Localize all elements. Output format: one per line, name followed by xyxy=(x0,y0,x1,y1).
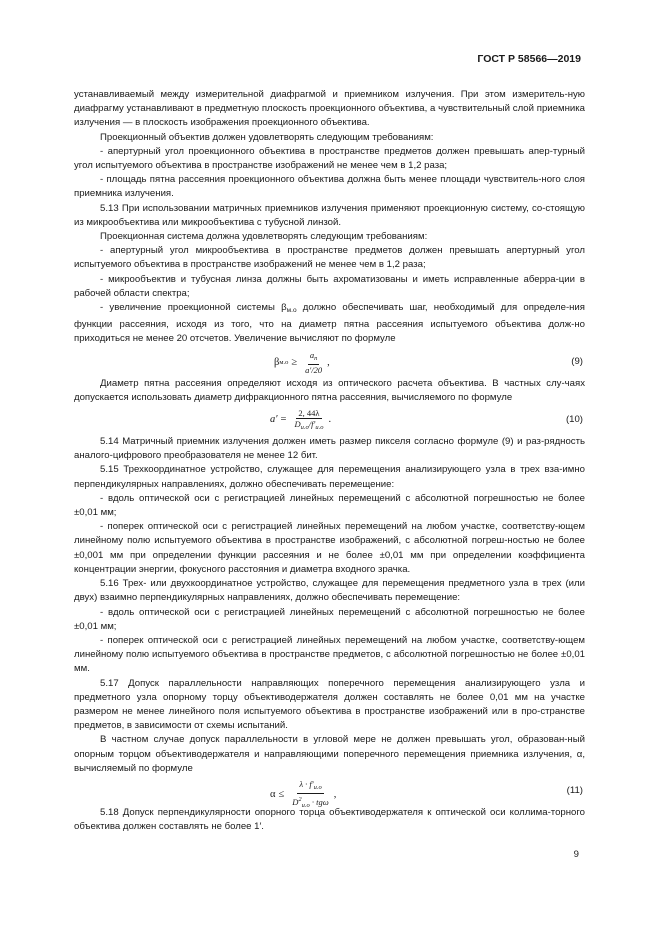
formula-number: (10) xyxy=(565,414,583,426)
document-header: ГОСТ Р 58566—2019 xyxy=(477,53,581,65)
formula-11: α ≤ $\frac{\lambda \cdot f'_{и.о}}{D^2_{и.о} \cdot tg\omega}$ , (11) xyxy=(270,778,583,809)
list-item: - поперек оптической оси с регистрацией линейных перемещений на любом участке, соответству-ющем линейному полю испытуемого объектива в пространстве предметов, с абсолютной погрешностью не более ±0,01 мм. xyxy=(74,634,585,675)
clause-5-17: 5.17 Допуск параллельности направляющих поперечного перемещения анализирующего узла и предметного узла опорному торцу объективодержателя должен составлять не более 0,01 мм на участке размером не менее линейного поля испытуемого объектива в пространстве изображений или в про-странстве предметов, в зависимости от схемы испытаний. xyxy=(74,677,585,732)
paragraph: Диаметр пятна рассеяния определяют исходя из оптического расчета объектива. В частных слу-чаях допускается использовать диаметр дифракционного пятна рассеяния, вычисляемого по формуле xyxy=(74,377,585,403)
list-item: - вдоль оптической оси с регистрацией линейных перемещений с абсолютной погрешностью не более ±0,01 мм; xyxy=(74,492,585,519)
formula-10: a′ = $\frac{2, 44\lambda}{D_{и.о}/f'_{и.о}}$ . (10) xyxy=(270,408,583,432)
formula-9: β м.о ≥ $\frac{a_п}{a'/20}$ , (9) xyxy=(274,349,583,375)
list-item: - апертурный угол микрообъектива в пространстве предметов должен превышать апертурный угол испытуемого объектива в пространстве изображений не менее чем в 1,2 раза; xyxy=(74,245,585,271)
clause-5-13: 5.13 При использовании матричных приемников излучения применяют проекционную систему, со-стоящую из микрообъектива или микрообъектива с тубусной линзой. xyxy=(74,202,585,228)
clause-5-15: 5.15 Трехкоординатное устройство, служащее для перемещения анализирующего узла в трех вза-имно перпендикулярных направлениях, должно обеспечивать перемещение: xyxy=(74,464,585,490)
list-item: - поперек оптической оси с регистрацией линейных перемещений на любом участке, соответству-ющем линейному полю испытуемого объектива в пространстве изображений, с абсолютной погреш-ностью не более ±0,001 мм при определении функции рассеяния и не более ±0,01 мм при определении коэффициента концентрации энергии, фокусного расстояния и диаметра входного зрачка. xyxy=(74,521,585,575)
list-item: - площадь пятна рассеяния проекционного объектива должна быть менее площади чувствитель-ного слоя приемника излучения. xyxy=(74,174,585,200)
page-number: 9 xyxy=(573,849,579,860)
list-item: - микрообъектив и тубусная линза должны быть ахроматизованы и иметь исправленные аберра-ции в рабочей области спектра; xyxy=(74,273,585,299)
paragraph: устанавливаемый между измерительной диафрагмой и приемником излучения. При этом измеритель-ную диафрагму устанавливают в предметную плоскость проекционного объектива, а чувствительный слой приемника излучения — в плоскость изображения проекционного объектива. xyxy=(74,89,585,129)
clause-5-16: 5.16 Трех- или двухкоординатное устройство, служащее для перемещения предметного узла в трех (или двух) взаимно перпендикулярных направлениях, должно обеспечивать перемещение: xyxy=(74,578,585,604)
paragraph: Проекционный объектив должен удовлетворять следующим требованиям: xyxy=(100,131,434,143)
paragraph: В частном случае допуск параллельности в угловой мере не должен превышать угол, образован-ный опорным торцом объективодержателя и направляющими поперечного перемещения приемника излучения, α, вычисляемый по формуле xyxy=(74,734,585,774)
clause-5-18: 5.18 Допуск перпендикулярности опорного торца объективодержателя к оптической оси коллима-торного объектива должен составлять не более 1′. xyxy=(74,806,585,833)
document-body xyxy=(74,88,585,834)
formula-number: (9) xyxy=(571,355,583,367)
list-item: - вдоль оптической оси с регистрацией линейных перемещений с абсолютной погрешностью не более ±0,01 мм; xyxy=(74,606,585,632)
formula-number: (11) xyxy=(566,784,583,796)
clause-5-14: 5.14 Матричный приемник излучения должен иметь размер пикселя согласно формуле (9) и раз-рядность аналого-цифрового преобразователя не менее 12 бит. xyxy=(74,436,585,462)
paragraph: Проекционная система должна удовлетворять следующим требованиям: xyxy=(100,231,428,243)
list-item-magnification: - увеличение проекционной системы $\beta_{м.о}$ должно обеспечивать шаг, необходимый для определе-ния функции рассеяния, исходя из того, что на диаметр пятна рассеяния испытуемого объектива долж-но приходиться не менее 20 отсчетов. Увеличение вычисляют по формуле xyxy=(74,302,585,345)
list-item: - апертурный угол проекционного объектива в пространстве предметов должен превышать апер-турный угол испытуемого объектива в пространстве изображений не менее чем в 1,2 раза; xyxy=(74,145,585,172)
